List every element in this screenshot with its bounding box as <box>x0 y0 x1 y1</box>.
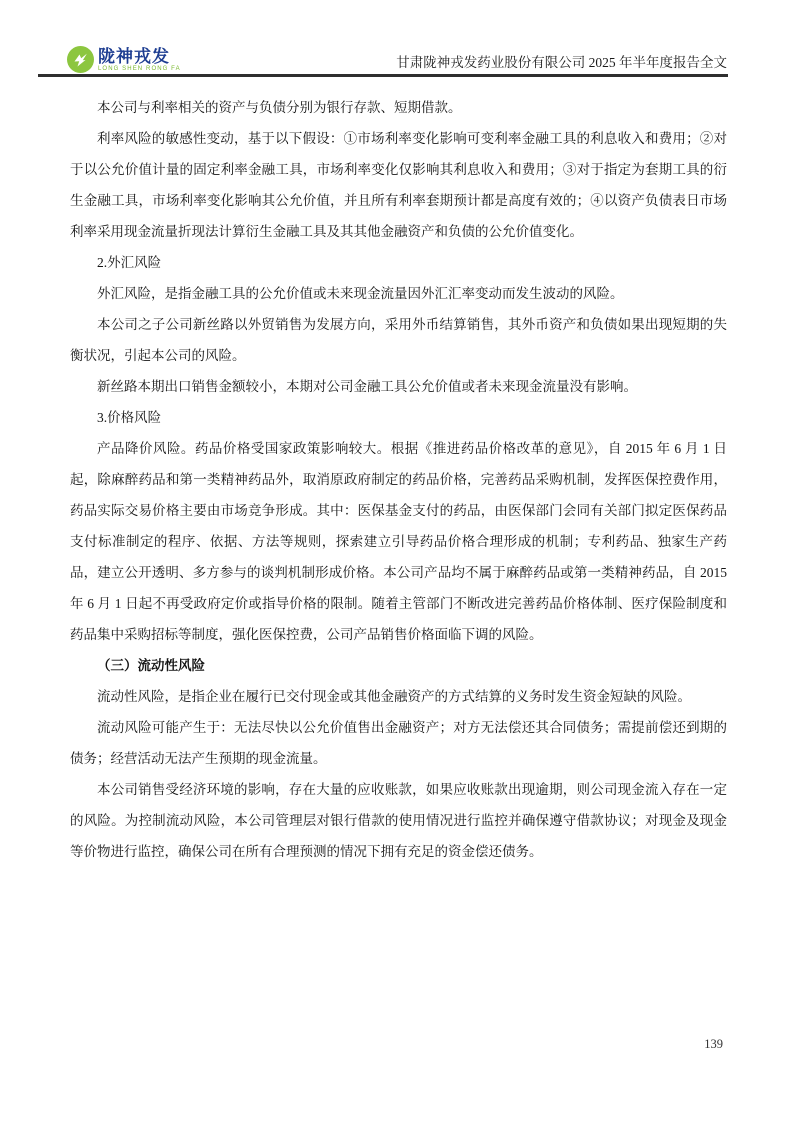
document-body <box>70 92 727 867</box>
report-header-title: 甘肃陇神戎发药业股份有限公司 2025 年半年度报告全文 <box>396 55 727 70</box>
header-divider <box>38 74 728 77</box>
logo-bird-icon <box>67 46 94 73</box>
company-logo <box>67 46 181 73</box>
paragraph: 2.外汇风险 <box>97 255 162 270</box>
paragraph: 本公司之子公司新丝路以外贸销售为发展方向，采用外币结算销售，其外币资产和负债如果出现短期的失衡状况，引起本公司的风险。 <box>70 317 727 363</box>
paragraph: 流动性风险，是指企业在履行已交付现金或其他金融资产的方式结算的义务时发生资金短缺的风险。 <box>97 689 691 704</box>
page-number: 139 <box>704 1037 723 1051</box>
paragraph: 新丝路本期出口销售金额较小，本期对公司金融工具公允价值或者未来现金流量没有影响。 <box>97 379 637 394</box>
paragraph: 流动风险可能产生于：无法尽快以公允价值售出金融资产；对方无法偿还其合同债务；需提前偿还到期的债务；经营活动无法产生预期的现金流量。 <box>70 720 727 766</box>
paragraph: 产品降价风险。药品价格受国家政策影响较大。根据《推进药品价格改革的意见》，自 2015 年 6 月 1 日起，除麻醉药品和第一类精神药品外，取消原政府制定的药品价格，完善药品采购机制，发挥医保控费作用，药品实际交易价格主要由市场竞争形成。其中：医保基金支付的药品，由医保部门会同有关部门拟定医保药品支付标准制定的程序、依据、方法等规则，探索建立引导药品价格合理形成的机制；专利药品、独家生产药品，建立公开透明、多方参与的谈判机制形成价格。本公司产品均不属于麻醉药品或第一类精神药品，自 2015 年 6 月 1 日起不再受政府定价或指导价格的限制。随着主管部门不断改进完善药品价格体制、医疗保险制度和药品集中采购招标等制度，强化医保控费，公司产品销售价格面临下调的风险。 <box>70 441 727 642</box>
paragraph: 3.价格风险 <box>97 410 162 425</box>
paragraph: 本公司与利率相关的资产与负债分别为银行存款、短期借款。 <box>97 100 462 115</box>
section-heading: （三）流动性风险 <box>97 658 205 673</box>
logo-text <box>98 46 181 73</box>
paragraph: 外汇风险，是指金融工具的公允价值或未来现金流量因外汇汇率变动而发生波动的风险。 <box>97 286 624 301</box>
paragraph: 本公司销售受经济环境的影响，存在大量的应收账款，如果应收账款出现逾期，则公司现金流入存在一定的风险。为控制流动风险，本公司管理层对银行借款的使用情况进行监控并确保遵守借款协议；对现金及现金等价物进行监控，确保公司在所有合理预测的情况下拥有充足的资金偿还债务。 <box>70 782 727 859</box>
paragraph: 利率风险的敏感性变动，基于以下假设：①市场利率变化影响可变利率金融工具的利息收入和费用；②对于以公允价值计量的固定利率金融工具，市场利率变化仅影响其利息收入和费用；③对于指定为套期工具的衍生金融工具，市场利率变化影响其公允价值，并且所有利率套期预计都是高度有效的；④以资产负债表日市场利率采用现金流量折现法计算衍生金融工具及其其他金融资产和负债的公允价值变化。 <box>70 131 727 239</box>
logo-brand-cn: 陇神戎发 <box>98 47 170 66</box>
logo-brand-en: LONG SHEN RONG FA <box>98 66 181 72</box>
